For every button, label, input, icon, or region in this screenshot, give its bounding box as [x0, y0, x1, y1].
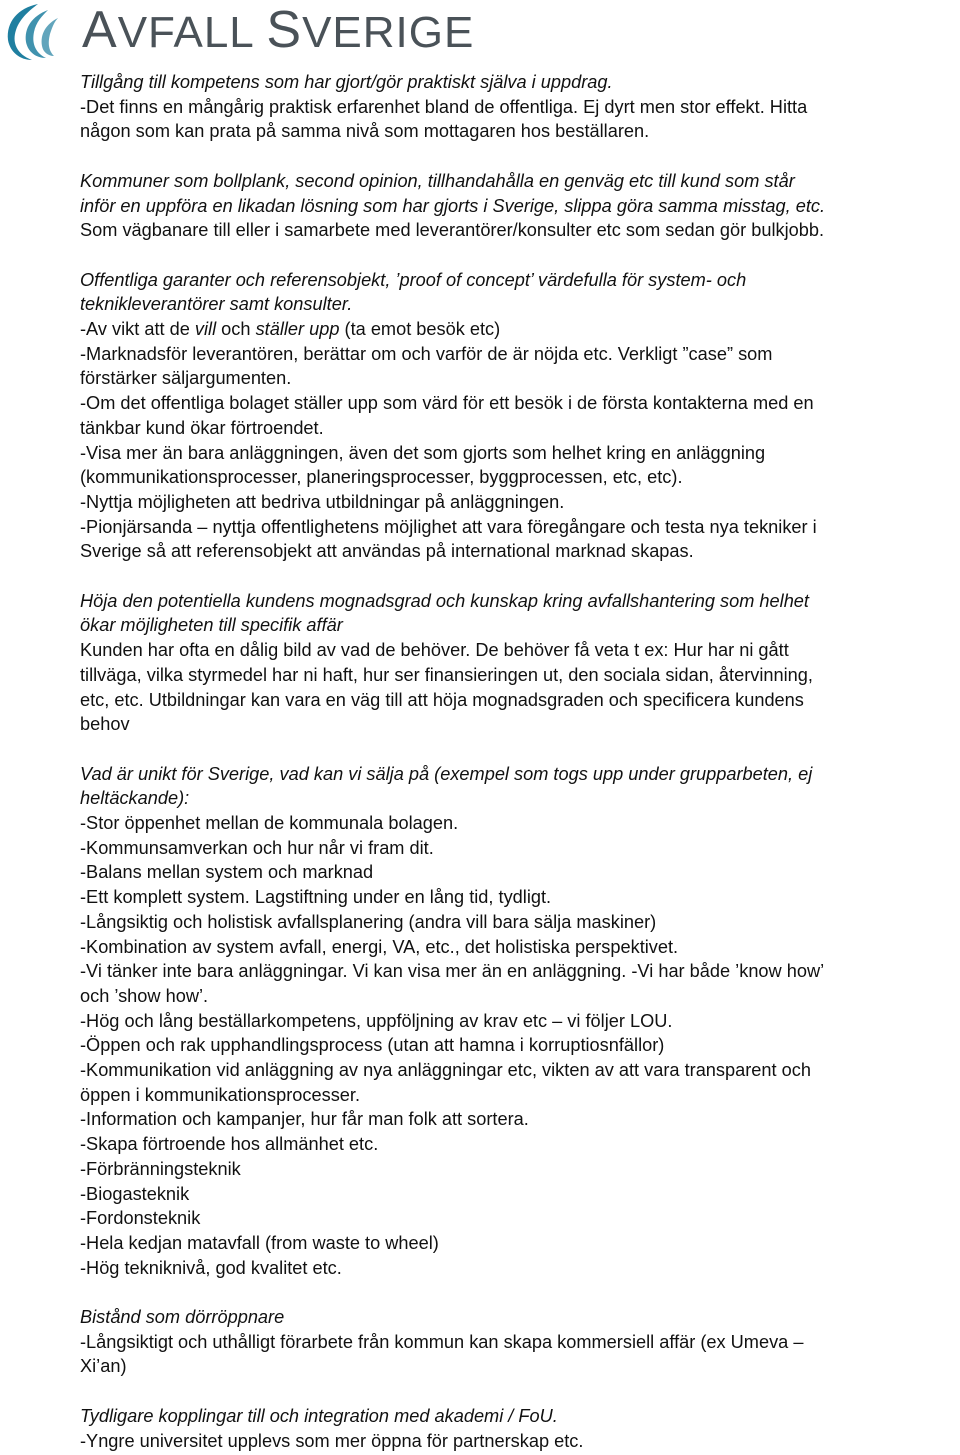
paragraph-gap [80, 737, 950, 762]
paragraph [80, 762, 950, 1281]
swoosh-logo-icon [2, 2, 66, 62]
document-header [0, 0, 960, 66]
text-line [80, 317, 950, 342]
logo-wordmark [82, 1, 475, 59]
text: -Stor öppenhet mellan de kommunala bolagen. [80, 813, 459, 834]
text-line [80, 490, 950, 515]
text-line [80, 268, 950, 293]
paragraph-gap [80, 144, 950, 169]
text-line [80, 935, 950, 960]
italic-text: ställer upp [255, 319, 340, 339]
text: -Av vikt att de [80, 319, 195, 339]
text-line [80, 1404, 950, 1429]
text-line [80, 613, 950, 638]
text: -Vi tänker inte bara anläggningar. Vi kan visa mer än en anläggning. -Vi har både ’know how’ [80, 961, 825, 982]
text-line [80, 441, 950, 466]
text: -Långsiktigt och uthålligt förarbete från kommun kan skapa kommersiell affär (ex Umeva – [80, 1331, 804, 1352]
paragraph-gap [80, 243, 950, 268]
text-line [80, 1206, 950, 1231]
text-line [80, 910, 950, 935]
text-line [80, 342, 950, 367]
text: öppen i kommunikationsprocesser. [80, 1084, 361, 1105]
text: någon som kan prata på samma nivå som mottagaren hos beställaren. [80, 121, 650, 142]
paragraph-gap [80, 1379, 950, 1404]
text: -Hela kedjan matavfall (from waste to wheel) [80, 1232, 439, 1253]
text: -Nyttja möjligheten att bedriva utbildningar på anläggningen. [80, 491, 565, 512]
text: (ta emot besök etc) [339, 319, 501, 339]
text-line [80, 663, 950, 688]
text: tillväga, vilka styrmedel har ni haft, hur ser finansieringen ut, den sociala sidan, återvinning, [80, 664, 813, 685]
text-line [80, 984, 950, 1009]
document-body [80, 70, 950, 1453]
text-line [80, 885, 950, 910]
logo-word2-cap: S [266, 1, 303, 59]
text-line [80, 688, 950, 713]
text: -Kommunikation vid anläggning av nya anläggningar etc, vikten av att vara transparent och [80, 1060, 811, 1081]
text-line [80, 1083, 950, 1108]
italic-text: inför en uppföra en likadan lösning som har gjorts i Sverige, slippa göra samma misstag, etc. [80, 195, 826, 216]
text-line [80, 1009, 950, 1034]
paragraph [80, 268, 950, 564]
text: och [216, 319, 256, 339]
text-line [80, 1231, 950, 1256]
text-line [80, 1256, 950, 1281]
italic-text: Höja den potentiella kundens mognadsgrad och kunskap kring avfallshantering som helhet [80, 590, 809, 611]
text-line [80, 1132, 950, 1157]
text-line [80, 1429, 950, 1454]
italic-text: teknikleverantörer samt konsulter. [80, 294, 353, 315]
text: -Visa mer än bara anläggningen, även det som gjorts som helhet kring en anläggning [80, 442, 766, 463]
text-line [80, 1058, 950, 1083]
text: -Yngre universitet upplevs som mer öppna för partnerskap etc. [80, 1430, 584, 1451]
text: Sverige så att referensobjekt att användas på international marknad skapas. [80, 541, 694, 562]
text: -Det finns en mångårig praktisk erfarenhet bland de offentliga. Ej dyrt men stor effekt. Hitta [80, 96, 808, 117]
italic-text: Tillgång till kompetens som har gjort/gör praktiskt själva i uppdrag. [80, 72, 613, 92]
text-line [80, 836, 950, 861]
italic-text: heltäckande): [80, 788, 190, 809]
text: (kommunikationsprocesser, planeringsprocesser, byggprocessen, etc, etc). [80, 467, 683, 488]
text-line [80, 589, 950, 614]
text-line [80, 95, 950, 120]
text-line [80, 1354, 950, 1379]
italic-text: Bistånd som dörröppnare [80, 1307, 285, 1328]
text-line [80, 762, 950, 787]
text: -Information och kampanjer, hur får man folk att sortera. [80, 1109, 529, 1130]
italic-text: Vad är unikt för Sverige, vad kan vi sälja på (exempel som togs upp under grupparbeten, ej [80, 763, 813, 784]
text: behov [80, 714, 130, 735]
text-line [80, 1305, 950, 1330]
text-line [80, 959, 950, 984]
text-line [80, 70, 950, 95]
italic-text: Kommuner som bollplank, second opinion, tillhandahålla en genväg etc till kund som står [80, 170, 795, 191]
italic-text: Offentliga garanter och referensobjekt, ’proof of concept’ värdefulla för system- och [80, 269, 747, 290]
text: -Kombination av system avfall, energi, VA, etc., det holistiska perspektivet. [80, 936, 679, 957]
paragraph [80, 1305, 950, 1379]
text-line [80, 1182, 950, 1207]
text: etc, etc. Utbildningar kan vara en väg till att höja mognadsgraden och specificera kundens [80, 689, 804, 710]
text: -Kommunsamverkan och hur når vi fram dit. [80, 837, 434, 858]
text: Xi’an) [80, 1356, 127, 1377]
text: -Marknadsför leverantören, berättar om och varför de är nöjda etc. Verkligt ”case” som [80, 343, 773, 364]
text: -Fordonsteknik [80, 1208, 201, 1229]
text-line [80, 1157, 950, 1182]
text: och ’show how’. [80, 985, 209, 1006]
text-line [80, 119, 950, 144]
paragraph [80, 70, 950, 144]
text-line [80, 169, 950, 194]
text-line [80, 712, 950, 737]
logo-word1-rest: VFALL [117, 8, 254, 57]
text-line [80, 292, 950, 317]
logo-word2-rest: VERIGE [302, 8, 475, 57]
text: förstärker säljargumenten. [80, 368, 292, 389]
text-line [80, 194, 950, 219]
text: Kunden har ofta en dålig bild av vad de behöver. De behöver få veta t ex: Hur har ni gått [80, 640, 789, 661]
text: -Om det offentliga bolaget ställer upp som värd för ett besök i de första kontakterna med en [80, 393, 814, 414]
paragraph-gap [80, 564, 950, 589]
text-line [80, 465, 950, 490]
text-line [80, 539, 950, 564]
text: -Biogasteknik [80, 1183, 190, 1204]
text: -Långsiktig och holistisk avfallsplanering (andra vill bara sälja maskiner) [80, 911, 657, 932]
text-line [80, 1107, 950, 1132]
paragraph [80, 169, 950, 243]
text-line [80, 786, 950, 811]
italic-text: vill [194, 319, 217, 339]
text-line [80, 366, 950, 391]
text: -Pionjärsanda – nyttja offentlighetens möjlighet att vara föregångare och testa nya tekniker i [80, 516, 817, 537]
text: -Ett komplett system. Lagstiftning under en lång tid, tydligt. [80, 887, 552, 908]
paragraph [80, 589, 950, 737]
text-line [80, 638, 950, 663]
text-line [80, 860, 950, 885]
text-line [80, 1330, 950, 1355]
text-line [80, 1033, 950, 1058]
italic-text: ökar möjligheten till specifik affär [80, 615, 343, 636]
text-line [80, 515, 950, 540]
text-line [80, 811, 950, 836]
text-line [80, 391, 950, 416]
paragraph-gap [80, 1280, 950, 1305]
text: -Skapa förtroende hos allmänhet etc. [80, 1134, 379, 1155]
text-line [80, 218, 950, 243]
text: -Hög och lång beställarkompetens, uppföljning av krav etc – vi följer LOU. [80, 1010, 673, 1031]
logo-word1-cap: A [82, 1, 118, 59]
text: tänkbar kund ökar förtroendet. [80, 417, 324, 438]
paragraph [80, 1404, 950, 1453]
text: Som vägbanare till eller i samarbete med leverantörer/konsulter etc som sedan gör bulkjobb. [80, 220, 825, 241]
text: -Förbränningsteknik [80, 1158, 241, 1179]
text: -Öppen och rak upphandlingsprocess (utan att hamna i korruptiosnfällor) [80, 1035, 665, 1056]
italic-text: Tydligare kopplingar till och integration med akademi / FoU. [80, 1405, 558, 1426]
text: -Hög tekniknivå, god kvalitet etc. [80, 1257, 342, 1278]
text: -Balans mellan system och marknad [80, 862, 374, 883]
text-line [80, 416, 950, 441]
